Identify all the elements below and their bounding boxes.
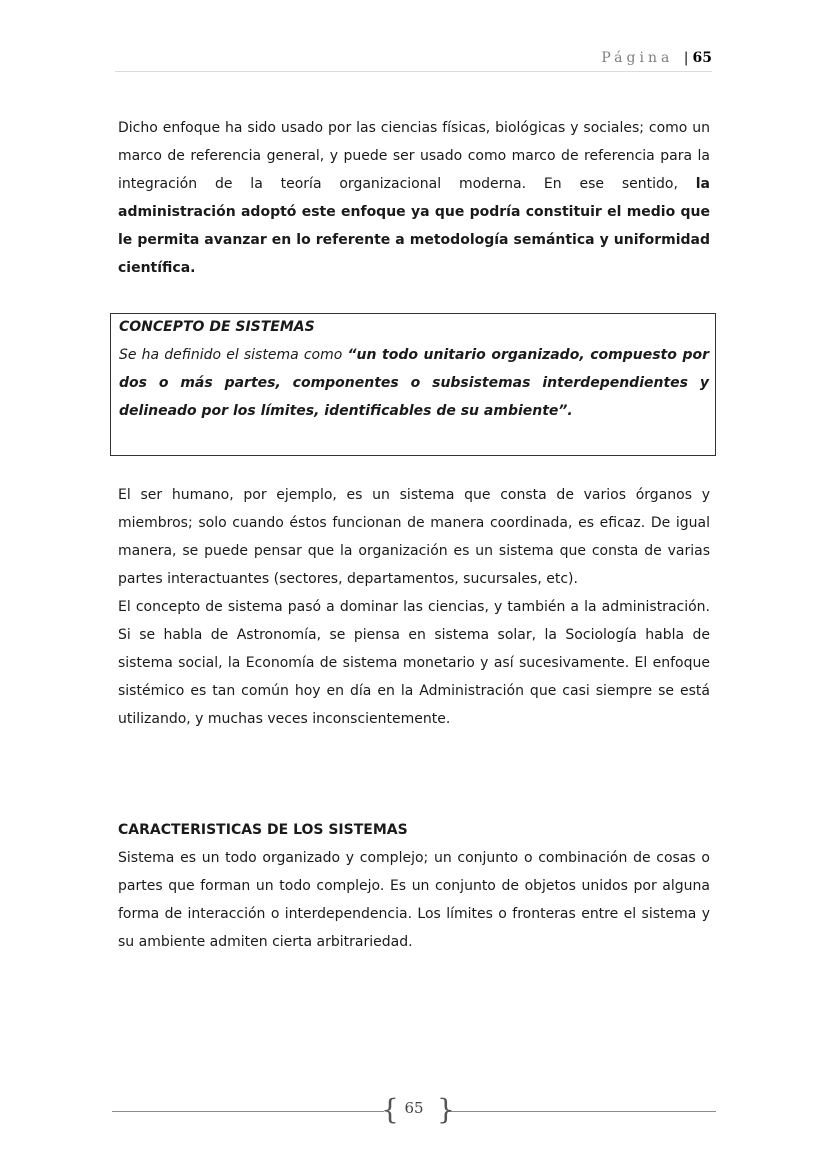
footer-left-brace-icon: {	[381, 1093, 399, 1126]
concept-box-text	[119, 341, 709, 425]
concept-box	[110, 313, 716, 456]
paragraph-1-normal: Dicho enfoque ha sido usado por las ciencias físicas, biológicas y sociales; como un marco de referencia general, y puede ser usado como marco de referencia para la integración de la teoría organizacional moderna. En ese sentido,	[118, 120, 710, 192]
footer-right-brace-icon: }	[437, 1093, 455, 1126]
paragraph-2-text: El ser humano, por ejemplo, es un sistema que consta de varios órganos y miembros; solo cuando éstos funcionan de manera coordinada, es eficaz. De igual manera, se puede pensar que la organización es un sistema que consta de varias partes interactuantes (sectores, departamentos, sucursales, etc).	[118, 487, 710, 587]
section-heading: CARACTERISTICAS DE LOS SISTEMAS	[118, 822, 408, 838]
characteristics-section	[118, 816, 710, 956]
paragraph-1-text	[118, 114, 710, 282]
paragraph-3-text: El concepto de sistema pasó a dominar las ciencias, y también a la administración. Si se habla de Astronomía, se piensa en sistema solar, la Sociología habla de sistema social, la Economía de sistema monetario y así sucesivamente. El enfoque sistémico es tan común hoy en día en la Administración que casi siempre se está utilizando, y muchas veces inconscientemente.	[118, 599, 710, 727]
header-rule	[115, 71, 712, 72]
header-label: Página	[601, 50, 674, 66]
footer-rule-left	[112, 1111, 384, 1112]
header-page-number: 65	[692, 50, 712, 66]
concept-box-intro: Se ha definido el sistema como	[119, 347, 348, 363]
footer-page-number: 65	[404, 1099, 424, 1117]
paragraph-1	[118, 114, 710, 282]
paragraph-1-bold: la administración adoptó este enfoque ya que podría constituir el medio que le permita avanzar en lo referente a metodología semántica y uniformidad científica.	[118, 176, 710, 276]
page-header	[115, 50, 712, 66]
concept-box-quote: “un todo unitario organizado, compuesto por dos o más partes, componentes o subsistemas interdependientes y delineado por los límites, identificables de su ambiente”.	[119, 347, 709, 419]
section-body: Sistema es un todo organizado y complejo; un conjunto o combinación de cosas o partes que forman un todo complejo. Es un conjunto de objetos unidos por alguna forma de interacción o interdependencia. Los límites o fronteras entre el sistema y su ambiente admiten cierta arbitrariedad.	[118, 850, 710, 950]
header-separator: |	[683, 50, 689, 66]
concept-box-title: CONCEPTO DE SISTEMAS	[119, 319, 315, 335]
paragraph-2	[118, 481, 710, 733]
footer-rule-right	[446, 1111, 716, 1112]
